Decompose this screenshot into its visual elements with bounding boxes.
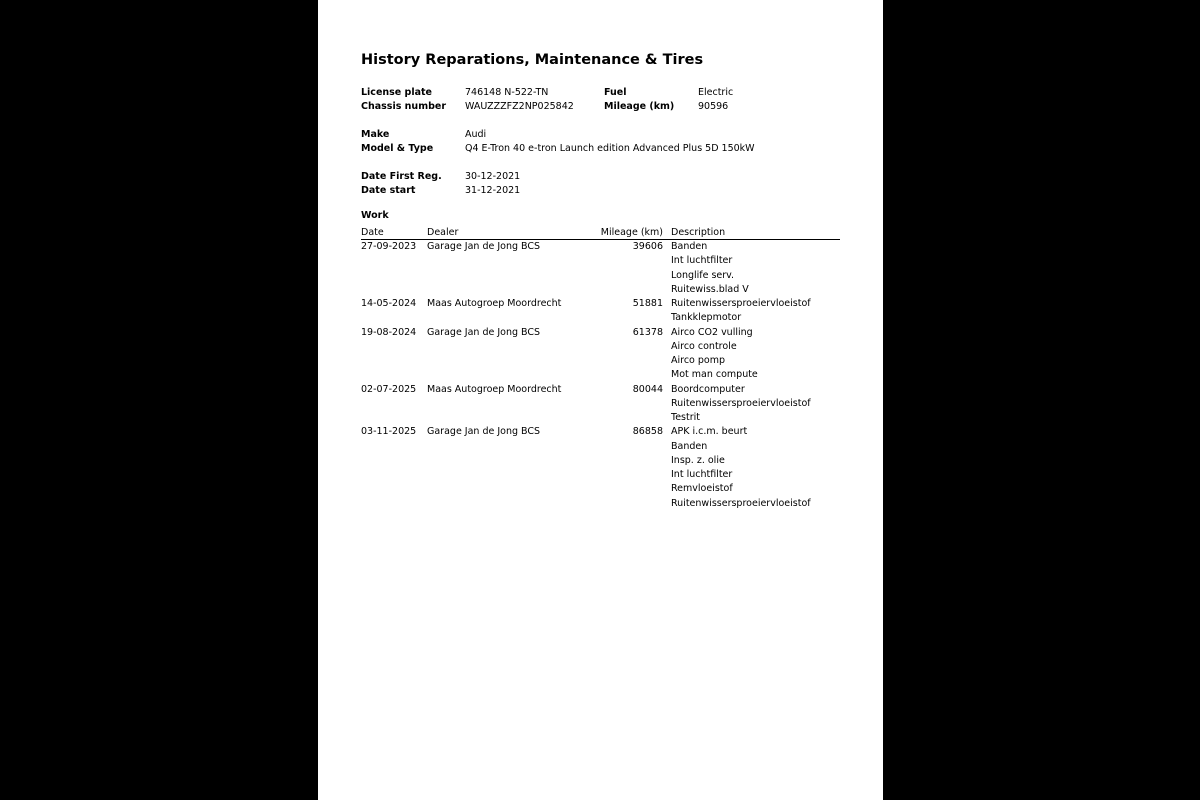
row-mileage: 86858 [632, 426, 663, 438]
row-date: 19-08-2024 [361, 326, 417, 338]
row-date: 14-05-2024 [361, 298, 417, 309]
row-dealer: Garage Jan de Jong BCS [427, 241, 541, 252]
row-description: APK i.c.m. beurt [671, 426, 748, 438]
model-value: Q4 E-Tron 40 e-tron Launch edition Advanced Plus 5D 150kW [465, 143, 755, 154]
row-date: 27-09-2023 [361, 241, 417, 252]
license-plate-value: 746148 N-522-TN [465, 87, 549, 98]
row-description: Airco controle [671, 340, 737, 352]
row-description: Banden [671, 440, 708, 452]
date-start-label: Date start [361, 185, 416, 196]
row-description: Testrit [671, 412, 700, 423]
row-description: Mot man compute [671, 369, 758, 381]
license-plate-label: License plate [361, 87, 433, 98]
row-description: Int luchtfilter [671, 255, 733, 267]
fuel-label: Fuel [604, 87, 627, 98]
row-description: Airco pomp [671, 355, 726, 366]
column-header-date: Date [361, 227, 384, 238]
mileage-value: 90596 [698, 101, 729, 112]
row-dealer: Garage Jan de Jong BCS [427, 326, 541, 338]
page-title: History Reparations, Maintenance & Tires [361, 52, 704, 68]
column-header-mileage: Mileage (km) [600, 227, 663, 238]
row-description: Insp. z. olie [671, 454, 725, 466]
row-description: Ruitenwissersproeiervloeistof [671, 497, 811, 509]
fuel-value: Electric [698, 87, 734, 98]
date-start-value: 31-12-2021 [465, 185, 521, 196]
first-reg-value: 30-12-2021 [465, 171, 521, 182]
make-value: Audi [465, 129, 487, 140]
document-page [318, 0, 883, 800]
row-description: Int luchtfilter [671, 469, 733, 480]
mileage-label: Mileage (km) [604, 101, 675, 112]
row-mileage: 39606 [632, 241, 663, 252]
row-date: 03-11-2025 [361, 426, 417, 438]
row-description: Remvloeistof [671, 483, 733, 495]
row-mileage: 61378 [632, 326, 663, 338]
row-description: Airco CO2 vulling [671, 326, 753, 338]
row-date: 02-07-2025 [361, 383, 417, 395]
row-dealer: Maas Autogroep Moordrecht [427, 383, 562, 395]
row-description: Longlife serv. [671, 269, 735, 281]
row-description: Boordcomputer [671, 383, 745, 395]
row-description: Ruitewiss.blad V [671, 283, 749, 295]
work-heading: Work [361, 210, 389, 221]
row-mileage: 51881 [632, 298, 663, 309]
table-header-rule [361, 239, 840, 240]
row-description: Tankklepmotor [671, 312, 742, 324]
model-label: Model & Type [361, 143, 434, 154]
row-dealer: Maas Autogroep Moordrecht [427, 298, 562, 309]
column-header-description: Description [671, 227, 726, 238]
row-description: Ruitenwissersproeiervloeistof [671, 298, 811, 309]
row-dealer: Garage Jan de Jong BCS [427, 426, 541, 438]
column-header-dealer: Dealer [427, 227, 459, 238]
chassis-label: Chassis number [361, 101, 447, 112]
row-description: Banden [671, 241, 708, 252]
make-label: Make [361, 129, 390, 140]
row-description: Ruitenwissersproeiervloeistof [671, 397, 811, 409]
row-mileage: 80044 [632, 383, 663, 395]
first-reg-label: Date First Reg. [361, 171, 442, 182]
chassis-value: WAUZZZFZ2NP025842 [465, 101, 574, 112]
